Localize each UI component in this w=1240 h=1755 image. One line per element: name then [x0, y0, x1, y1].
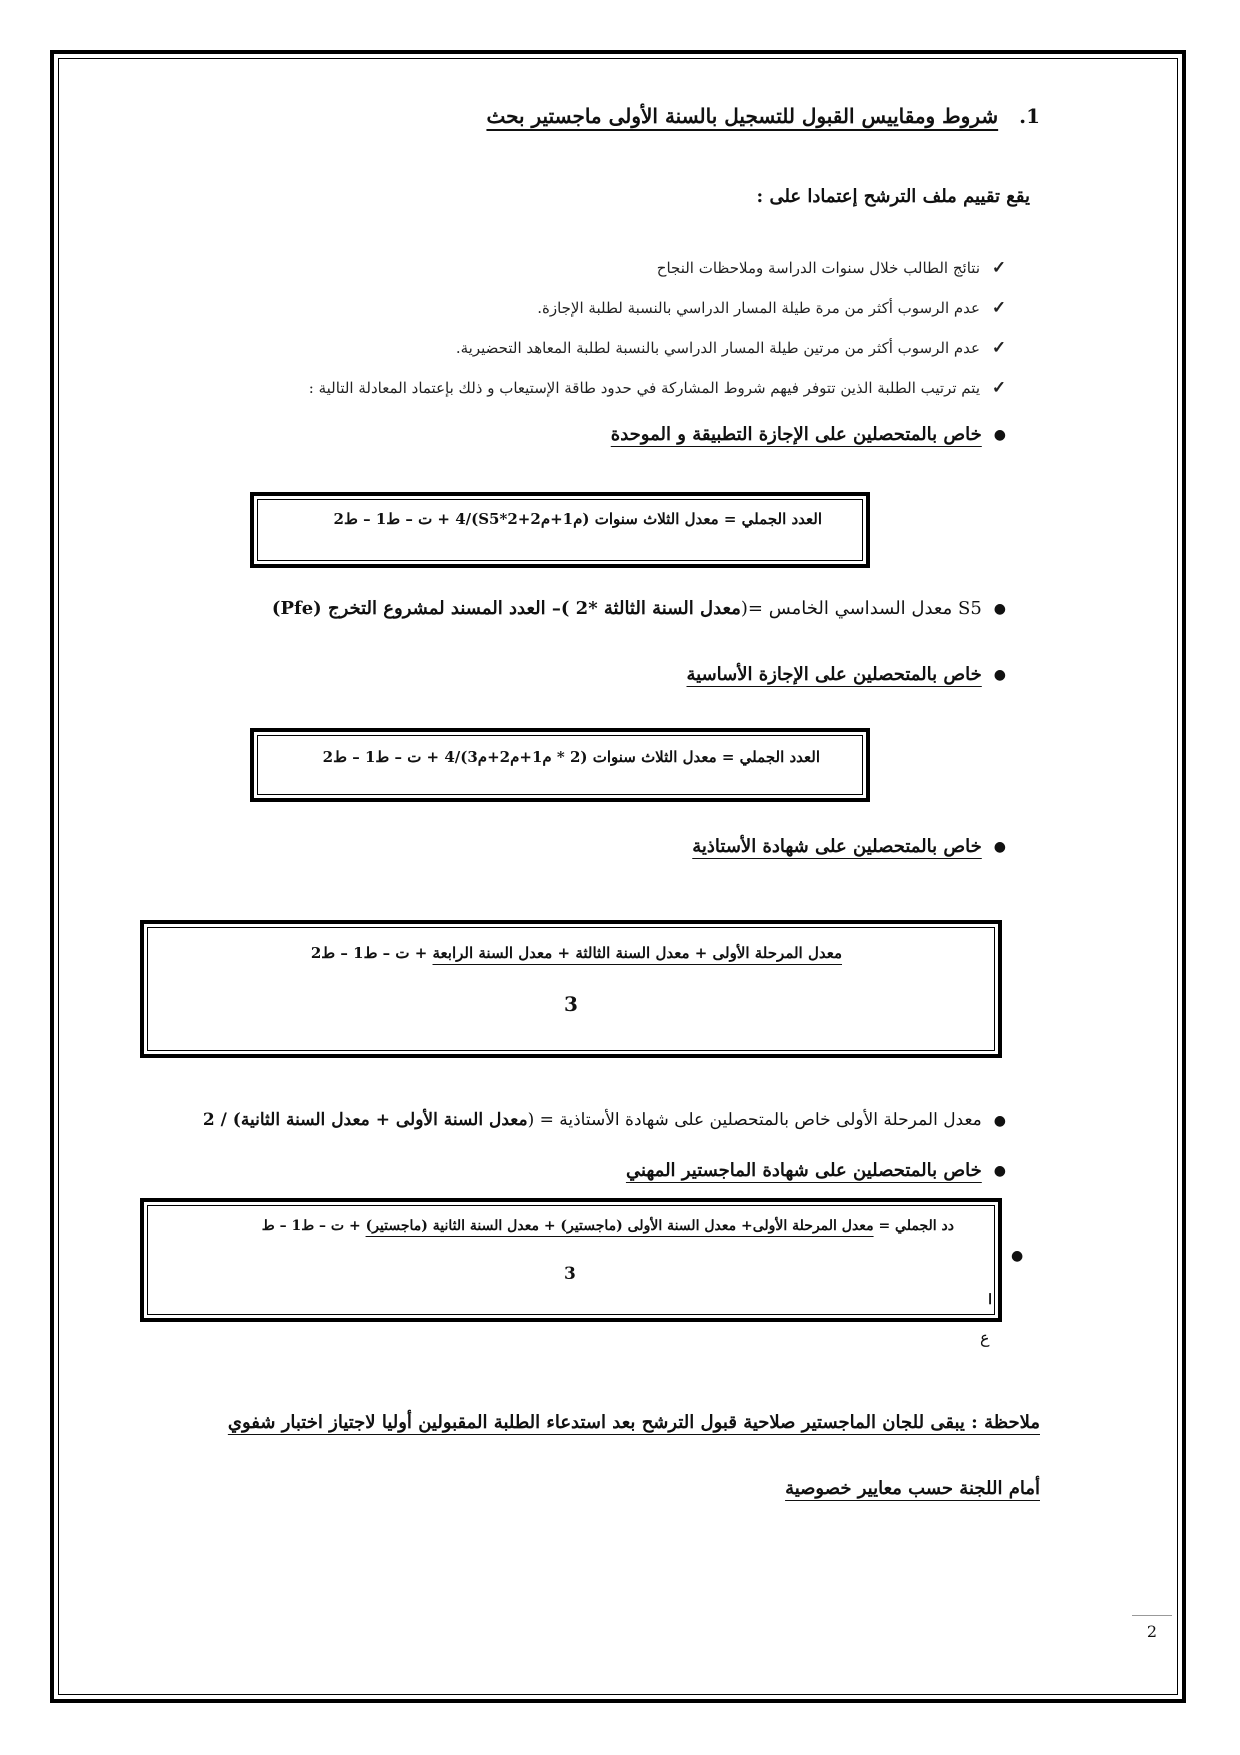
stray-letter: ا	[988, 1292, 992, 1308]
bullet-icon: ●	[1011, 1248, 1024, 1264]
bullet-icon: ●	[993, 601, 1006, 617]
formula-box-pro-master	[140, 1198, 1002, 1322]
heading-number: 1.	[1019, 104, 1040, 128]
formula-maitrise-numerator: معدل المرحلة الأولى + معدل السنة الثالثة + معدل السنة الرابعة + ت – ط1 – ط2	[310, 944, 842, 962]
intro-text: يقع تقييم ملف الترشح إعتمادا على :	[756, 186, 1030, 207]
bullet-icon: ●	[993, 667, 1006, 683]
bullet-icon: ●	[993, 1112, 1006, 1129]
checkmark-icon: ✓	[991, 298, 1007, 318]
formula-pro-numerator: دد الجملي = معدل المرحلة الأولى+ معدل السنة الأولى (ماجستير) + معدل السنة الثانية (ماجستير) + ت – ط1 – ط	[261, 1218, 954, 1234]
page-number: 2	[1132, 1615, 1172, 1641]
formula-box-applied	[250, 492, 870, 568]
note-line-1: ملاحظة : يبقى للجان الماجستير صلاحية قبول الترشح بعد استدعاء الطلبة المقبولين أوليا لاجتياز اختبار شفوي	[227, 1412, 1040, 1433]
s5-definition: ●S5 معدل السداسي الخامس =(معدل السنة الثالثة *2 )– العدد المسند لمشروع التخرج (Pfe)	[271, 598, 1006, 619]
checkmark-icon: ✓	[991, 258, 1007, 278]
section-applied-license: ●خاص بالمتحصلين على الإجازة التطبيقة و الموحدة	[610, 424, 1006, 445]
checkmark-icon: ✓	[991, 338, 1007, 358]
bullet-icon: ●	[993, 1163, 1006, 1179]
section-professional-master: ●خاص بالمتحصلين على شهادة الماجستير المهني	[625, 1160, 1006, 1181]
bullet-icon: ●	[993, 427, 1006, 443]
section-fundamental-license: ●خاص بالمتحصلين على الإجازة الأساسية	[686, 664, 1006, 685]
first-cycle-definition: ●معدل المرحلة الأولى خاص بالمتحصلين على شهادة الأستاذية = (معدل السنة الأولى + معدل السنة الثانية) / 2	[202, 1110, 1006, 1130]
formula-applied: العدد الجملي = معدل الثلاث سنوات (م1+م2+2*S5)/4 + ت – ط1 – ط2	[333, 510, 822, 528]
criteria-item: ✓عدم الرسوب أكثر من مرتين طيلة المسار الدراسي بالنسبة لطلبة المعاهد التحضيرية.	[456, 338, 1010, 358]
formula-pro-denominator: 3	[564, 1264, 576, 1284]
formula-box-maitrise	[140, 920, 1002, 1058]
heading-title: شروط ومقاييس القبول للتسجيل بالسنة الأولى ماجستير بحث	[486, 104, 999, 128]
criteria-item: ✓عدم الرسوب أكثر من مرة طيلة المسار الدراسي بالنسبة لطلبة الإجازة.	[537, 298, 1010, 318]
section-maitrise: ●خاص بالمتحصلين على شهادة الأستاذية	[692, 836, 1006, 857]
criteria-item: ✓نتائج الطالب خلال سنوات الدراسة وملاحظات النجاح	[657, 258, 1010, 278]
formula-maitrise-denominator: 3	[564, 992, 578, 1016]
stray-letter: ع	[980, 1328, 990, 1347]
formula-fundamental: العدد الجملي = معدل الثلاث سنوات (2 * م1+م2+م3)/4 + ت – ط1 – ط2	[322, 748, 820, 766]
bullet-icon: ●	[993, 839, 1006, 855]
section-heading	[486, 104, 1040, 128]
criteria-item: ✓يتم ترتيب الطلبة الذين تتوفر فيهم شروط المشاركة في حدود طاقة الإستيعاب و ذلك بإعتماد المعادلة التالية :	[309, 378, 1010, 398]
note-line-2: أمام اللجنة حسب معايير خصوصية	[785, 1478, 1040, 1499]
checkmark-icon: ✓	[991, 378, 1007, 398]
formula-box-fundamental	[250, 728, 870, 802]
